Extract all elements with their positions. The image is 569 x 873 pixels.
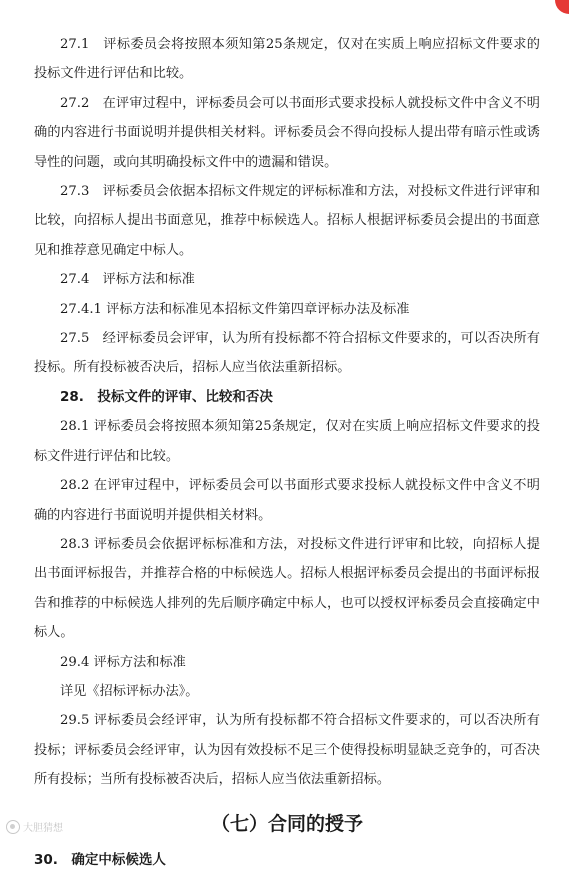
paragraph-27-2: 27.2 在评审过程中，评标委员会可以书面形式要求投标人就投标文件中含义不明确的内容进行书面说明并提供相关材料。评标委员会不得向投标人提出带有暗示性或诱导性的问题，或向其明确投标文件中的遗漏和错误。 bbox=[34, 95, 540, 170]
app-logo-icon bbox=[6, 820, 20, 834]
paragraph-27-1: 27.1 评标委员会将按照本须知第25条规定，仅对在实质上响应招标文件要求的投标文件进行评估和比较。 bbox=[34, 37, 540, 82]
watermark-text: 大胆猜想 bbox=[23, 823, 63, 834]
paragraph-29-5: 29.5 评标委员会经评审，认为所有投标都不符合招标文件要求的，可以否决所有投标；评标委员会经评审，认为因有效投标不足三个使得投标明显缺乏竞争的，可否决所有投标；当所有投标被否决后，招标人应当依法重新招标。 bbox=[34, 713, 540, 788]
paragraph-29-4: 29.4 评标方法和标准 bbox=[60, 654, 186, 670]
paragraph-29-4-detail: 详见《招标评标办法》。 bbox=[60, 683, 199, 699]
paragraph-27-4-1: 27.4.1 评标方法和标准见本招标文件第四章评标办法及标准 bbox=[60, 301, 410, 317]
section-title: （七）合同的授予 bbox=[210, 812, 363, 835]
corner-mark bbox=[555, 0, 569, 14]
paragraph-28-2: 28.2 在评审过程中，评标委员会可以书面形式要求投标人就投标文件中含义不明确的内容进行书面说明并提供相关材料。 bbox=[34, 478, 540, 523]
document-content bbox=[34, 30, 540, 873]
heading-30: 30. 确定中标候选人 bbox=[34, 851, 166, 868]
paragraph-27-5: 27.5 经评标委员会评审，认为所有投标都不符合招标文件要求的，可以否决所有投标。所有投标被否决后，招标人应当依法重新招标。 bbox=[34, 331, 540, 376]
watermark bbox=[6, 819, 63, 834]
paragraph-27-3: 27.3 评标委员会依据本招标文件规定的评标标准和方法，对投标文件进行评审和比较，向招标人提出书面意见，推荐中标候选人。招标人根据评标委员会提出的书面意见和推荐意见确定中标人。 bbox=[34, 184, 540, 258]
heading-28: 28. 投标文件的评审、比较和否决 bbox=[60, 388, 273, 405]
paragraph-28-3: 28.3 评标委员会依据评标标准和方法，对投标文件进行评审和比较，向招标人提出书面评标报告，并推荐合格的中标候选人。招标人根据评标委员会提出的书面评标报告和推荐的中标候选人排列的先后顺序确定中标人，也可以授权评标委员会直接确定中标人。 bbox=[34, 536, 540, 641]
paragraph-27-4: 27.4 评标方法和标准 bbox=[60, 272, 195, 288]
paragraph-28-1: 28.1 评标委员会将按照本须知第25条规定，仅对在实质上响应招标文件要求的投标文件进行评估和比较。 bbox=[34, 419, 540, 464]
